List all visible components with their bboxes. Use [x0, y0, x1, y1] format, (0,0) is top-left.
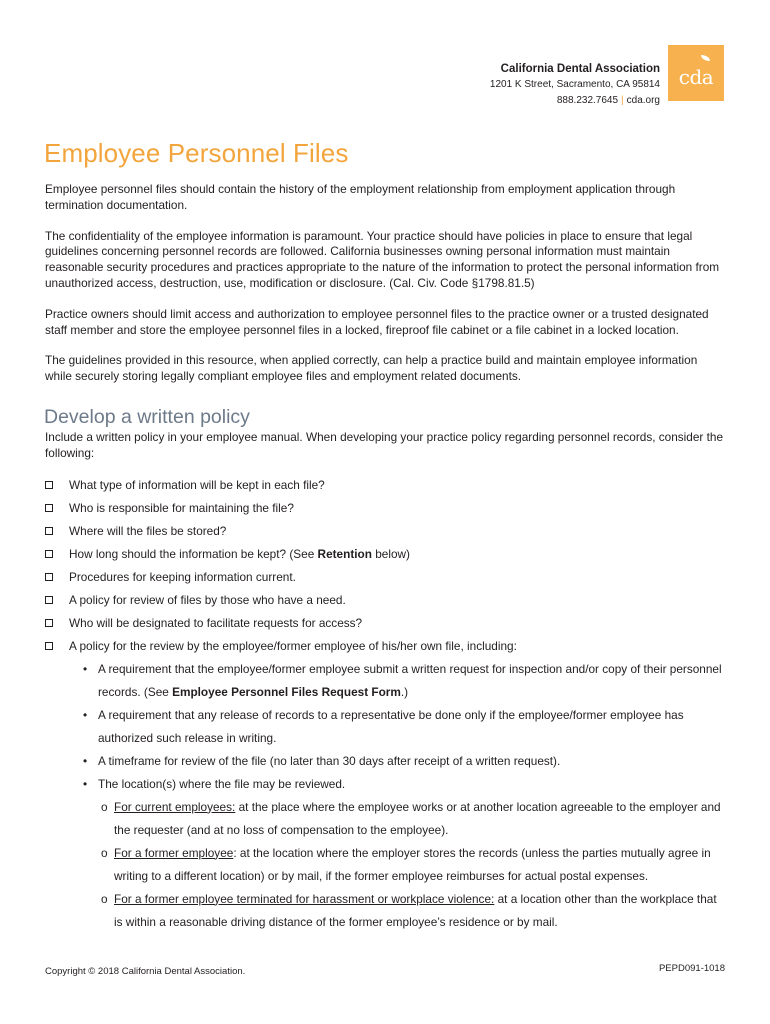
bullet-text: A timeframe for review of the file (no later than 30 days after receipt of a written request). — [98, 753, 561, 768]
footer-document-code: PEPD091-1018 — [658, 963, 725, 974]
sub-bullet-icon: o — [101, 845, 108, 860]
bullet-text: A requirement that any release of records to a representative be done only if the employee/former employee has authorized such release in writing. — [98, 707, 684, 745]
retention-reference: Retention — [317, 546, 372, 561]
sub-item — [101, 796, 727, 842]
org-phone: 888.232.7645 — [556, 95, 619, 106]
checklist-text: Who is responsible for maintaining the file? — [69, 500, 294, 515]
bullet-icon: • — [83, 753, 88, 768]
checklist-item — [45, 589, 727, 612]
bullet-item — [83, 773, 727, 934]
checkbox-icon — [45, 573, 53, 581]
document-body — [45, 182, 727, 934]
org-name: California Dental Association — [500, 63, 660, 75]
org-website: cda.org — [626, 95, 660, 106]
bullet-icon: • — [83, 661, 88, 676]
sub-item — [101, 842, 727, 888]
logo-text: cda — [678, 65, 714, 89]
checklist-text: below) — [371, 546, 410, 561]
sub-item — [101, 888, 727, 934]
review-bullets — [69, 658, 727, 934]
checkbox-icon — [45, 504, 53, 512]
sub-item-text: at a location other than the workplace that is within a reasonable driving distance of the former employee’s residence or by mail. — [114, 891, 717, 929]
sub-item-text: : at the location where the employer stores the records (unless the parties mutually agree in writing to a different location) or by mail, if the former employee reimburses for actual postal expenses. — [114, 845, 711, 883]
checkbox-icon — [45, 527, 53, 535]
intro-paragraph: Practice owners should limit access and authorization to employee personnel files to the practice owner or a trusted designated staff member and store the employee personnel files in a locked, fireproof file cabinet or a file cabinet in a locked location. — [45, 306, 709, 337]
bullet-item — [83, 750, 727, 773]
org-contact-line — [490, 93, 660, 109]
sub-item-text: at the place where the employee works or at another location agreeable to the employer and the requester (and at no loss of compensation to the employee). — [114, 799, 721, 837]
bullet-text: .) — [400, 684, 409, 699]
checklist-text: Procedures for keeping information current. — [69, 569, 296, 584]
checklist-text: What type of information will be kept in each file? — [69, 477, 325, 492]
sub-item-label: For current employees: — [114, 799, 236, 814]
bullet-text: A requirement that the employee/former employee submit a written request for inspection and/or copy of their personnel records. (See — [98, 661, 722, 699]
checklist-item — [45, 474, 727, 497]
cda-logo — [668, 45, 724, 101]
page-title: Employee Personnel Files — [44, 138, 349, 168]
checkbox-icon — [45, 481, 53, 489]
checkbox-icon — [45, 642, 53, 650]
org-separator: | — [621, 95, 624, 106]
intro-paragraph: The confidentiality of the employee information is paramount. Your practice should have policies in place to ensure that legal guidelines concerning personnel records are followed. California businesses owning personal information must maintain reasonable security procedures and practices appropriate to the nature of the information to protect the personal information from unauthorized access, destruction, use, modification or disclosure. (Cal. Civ. Code §1798.81.5) — [45, 228, 720, 290]
checklist-text: A policy for review of files by those who have a need. — [69, 592, 346, 607]
checklist-text: A policy for the review by the employee/former employee of his/her own file, including: — [69, 638, 517, 653]
intro-paragraph: The guidelines provided in this resource, when applied correctly, can help a practice build and maintain employee information while securely storing legally compliant employee files and employment related documents. — [45, 353, 698, 384]
intro-paragraph: Employee personnel files should contain the history of the employment relationship from employment application through termination documentation. — [45, 182, 676, 212]
sub-item-label: For a former employee — [114, 845, 234, 860]
org-address: 1201 K Street, Sacramento, CA 95814 — [489, 79, 660, 90]
sub-item-label: For a former employee terminated for harassment or workplace violence: — [114, 891, 495, 906]
checkbox-icon — [45, 596, 53, 604]
section-heading: Develop a written policy — [44, 405, 250, 428]
leaf-icon — [701, 55, 710, 61]
bullet-item — [83, 658, 727, 704]
bullet-item — [83, 704, 727, 750]
policy-checklist — [45, 474, 727, 934]
checklist-item — [45, 497, 727, 520]
checklist-item — [45, 520, 727, 543]
footer-copyright: Copyright © 2018 California Dental Association. — [45, 966, 246, 977]
sub-bullet-icon: o — [101, 799, 108, 814]
bullet-icon: • — [83, 707, 88, 722]
location-sub-list — [98, 796, 727, 934]
checklist-text: Who will be designated to facilitate requests for access? — [69, 615, 363, 630]
request-form-reference: Employee Personnel Files Request Form — [172, 684, 401, 699]
bullet-text: The location(s) where the file may be reviewed. — [98, 776, 346, 791]
checklist-text: Where will the files be stored? — [69, 523, 227, 538]
checklist-item — [45, 612, 727, 635]
sub-bullet-icon: o — [101, 891, 108, 906]
section-lead: Include a written policy in your employee manual. When developing your practice policy regarding personnel records, consider the following: — [45, 429, 724, 460]
bullet-icon: • — [83, 776, 88, 791]
checkbox-icon — [45, 619, 53, 627]
checklist-item — [45, 566, 727, 589]
checklist-item — [45, 635, 727, 934]
checkbox-icon — [45, 550, 53, 558]
checklist-item — [45, 543, 727, 566]
org-contact-block — [490, 61, 660, 109]
checklist-text: How long should the information be kept? (See — [69, 546, 318, 561]
